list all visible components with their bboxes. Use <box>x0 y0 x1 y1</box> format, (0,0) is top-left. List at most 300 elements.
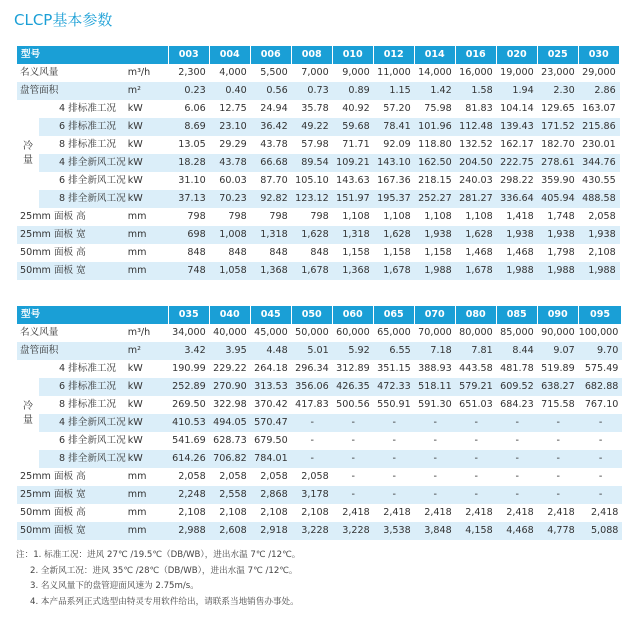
cell-value: 105.10 <box>295 175 329 186</box>
cell-value: 182.70 <box>541 139 575 150</box>
note-3: 3. 名义风量下的盘管迎面风速为 2.75m/s。 <box>30 581 199 592</box>
cell-value: 2,608 <box>210 522 251 540</box>
cell-value: 8.44 <box>497 342 538 360</box>
cell-value: 43.78 <box>210 154 251 172</box>
cell-value: 1,108 <box>424 211 452 222</box>
table-row <box>17 136 620 154</box>
row-label: 4 排标准工况 <box>59 363 117 374</box>
cell-value: 11,000 <box>377 67 411 78</box>
cell-value: 1,418 <box>506 211 534 222</box>
cell-value: 218.15 <box>418 175 452 186</box>
row-unit: m³/h <box>127 327 151 338</box>
row-unit: mm <box>127 247 147 258</box>
cell-value: 78.41 <box>374 118 415 136</box>
cell-value: 2,418 <box>547 507 575 518</box>
cell-value: - <box>310 435 314 446</box>
cell-value: 7.18 <box>415 342 456 360</box>
cell-value: 2,108 <box>588 247 616 258</box>
row-label: 50mm 面板 高 <box>20 507 86 518</box>
cell-value: 90,000 <box>541 327 575 338</box>
row-unit: mm <box>126 226 169 244</box>
cell-value: 2,418 <box>506 507 534 518</box>
cell-value: 190.99 <box>172 363 206 374</box>
header-model-0: 035 <box>169 306 210 324</box>
cell-value: 2,058 <box>260 471 288 482</box>
header-model-4: 010 <box>333 46 374 64</box>
cell-value: 6.06 <box>184 103 206 114</box>
cell-value: 848 <box>310 247 329 258</box>
cell-value: 518.11 <box>415 378 456 396</box>
row-label: 8 排标准工况 <box>59 139 117 150</box>
cell-value: - <box>515 435 519 446</box>
cell-value: 0.89 <box>333 82 374 100</box>
cell-value: 638.27 <box>538 378 579 396</box>
cell-value: 1,938 <box>497 226 538 244</box>
table-row <box>17 118 620 136</box>
row-label: 4 排全新风工况 <box>39 154 126 172</box>
row-label: 名义风量 <box>20 327 59 338</box>
cell-value: 2,058 <box>588 211 616 222</box>
cell-value: 81.83 <box>465 103 493 114</box>
header-model-3: 008 <box>292 46 333 64</box>
table-row <box>17 262 620 280</box>
cell-value: 1,678 <box>456 262 497 280</box>
cell-value: 1,108 <box>342 211 370 222</box>
cell-value: 13.05 <box>178 139 206 150</box>
cell-value: - <box>456 486 497 504</box>
cell-value: 215.86 <box>579 118 620 136</box>
cell-value: 43.78 <box>260 139 288 150</box>
cell-value: 1,058 <box>210 262 251 280</box>
cell-value: 748 <box>169 262 210 280</box>
cell-value: 281.27 <box>456 190 497 208</box>
cell-value: 312.89 <box>336 363 370 374</box>
cell-value: - <box>579 486 623 504</box>
cell-value: 60.03 <box>219 175 247 186</box>
cell-value: - <box>579 450 623 468</box>
cell-value: 195.37 <box>374 190 415 208</box>
cell-value: 2,058 <box>301 471 329 482</box>
cell-value: 9,000 <box>342 67 370 78</box>
cell-value: 18.28 <box>169 154 210 172</box>
cell-value: - <box>292 450 333 468</box>
header-model-2: 045 <box>251 306 292 324</box>
cell-value: 3,228 <box>333 522 374 540</box>
row-label: 50mm 面板 宽 <box>17 262 126 280</box>
group-label <box>17 100 39 208</box>
cell-value: - <box>351 435 355 446</box>
spec-table-2 <box>17 306 622 540</box>
cell-value: 162.50 <box>415 154 456 172</box>
cell-value: 356.06 <box>292 378 333 396</box>
row-unit: mm <box>126 486 169 504</box>
cell-value: 0.40 <box>210 82 251 100</box>
cell-value: 388.93 <box>418 363 452 374</box>
table-row <box>17 414 622 432</box>
cell-value: 1,938 <box>579 226 620 244</box>
header-model-10: 030 <box>579 46 620 64</box>
cell-value: 1,468 <box>506 247 534 258</box>
row-unit: mm <box>127 507 147 518</box>
cell-value: 1,158 <box>424 247 452 258</box>
cell-value: 591.30 <box>418 399 452 410</box>
header-model-2: 006 <box>251 46 292 64</box>
cell-value: 7,000 <box>301 67 329 78</box>
cell-value: 570.47 <box>251 414 292 432</box>
cell-value: 57.98 <box>301 139 329 150</box>
cell-value: 1,628 <box>292 226 333 244</box>
cell-value: 45,000 <box>254 327 288 338</box>
cell-value: 4,158 <box>456 522 497 540</box>
cell-value: 410.53 <box>169 414 210 432</box>
cell-value: 2,058 <box>178 471 206 482</box>
header-model-7: 080 <box>456 306 497 324</box>
cell-value: 100,000 <box>578 327 619 338</box>
cell-value: 541.69 <box>172 435 206 446</box>
cell-value: 278.61 <box>538 154 579 172</box>
cell-value: 70.23 <box>210 190 251 208</box>
cell-value: 2,988 <box>169 522 210 540</box>
group-label-text: 冷量 <box>23 401 33 426</box>
cell-value: 162.17 <box>500 139 534 150</box>
cell-value: 92.82 <box>251 190 292 208</box>
cell-value: 2,248 <box>169 486 210 504</box>
cell-value: 405.94 <box>538 190 579 208</box>
row-label: 4 排全新风工况 <box>39 414 126 432</box>
header-model-3: 050 <box>292 306 333 324</box>
cell-value: 92.09 <box>383 139 411 150</box>
cell-value: - <box>333 486 374 504</box>
cell-value: 651.03 <box>459 399 493 410</box>
cell-value: 698 <box>169 226 210 244</box>
cell-value: - <box>292 414 333 432</box>
cell-value: 684.23 <box>500 399 534 410</box>
cell-value: 1,108 <box>465 211 493 222</box>
cell-value: 579.21 <box>456 378 497 396</box>
cell-value: - <box>415 414 456 432</box>
cell-value: 151.97 <box>333 190 374 208</box>
cell-value: 798 <box>269 211 288 222</box>
cell-value: 24.94 <box>260 103 288 114</box>
cell-value: 5,500 <box>260 67 288 78</box>
cell-value: 1,988 <box>497 262 538 280</box>
table-row <box>17 522 622 540</box>
row-unit: mm <box>127 211 147 222</box>
row-unit: m³/h <box>127 67 151 78</box>
cell-value: 35.78 <box>301 103 329 114</box>
header-model-8: 020 <box>497 46 538 64</box>
row-label: 6 排标准工况 <box>39 118 126 136</box>
cell-value: 417.83 <box>295 399 329 410</box>
table-row <box>17 468 622 486</box>
cell-value: 240.03 <box>459 175 493 186</box>
cell-value: 2,418 <box>465 507 493 518</box>
cell-value: 2,558 <box>210 486 251 504</box>
cell-value: 1,368 <box>251 262 292 280</box>
table-row <box>17 172 620 190</box>
header-model-label: 型号 <box>17 46 169 64</box>
cell-value: 23.10 <box>210 118 251 136</box>
cell-value: 264.18 <box>254 363 288 374</box>
cell-value: 336.64 <box>497 190 538 208</box>
cell-value: 37.13 <box>169 190 210 208</box>
cell-value: 519.89 <box>541 363 575 374</box>
row-label: 盘管面积 <box>17 342 126 360</box>
cell-value: 1,368 <box>333 262 374 280</box>
cell-value: 40,000 <box>213 327 247 338</box>
row-label: 6 排全新风工况 <box>59 175 126 186</box>
cell-value: - <box>474 435 478 446</box>
cell-value: 80,000 <box>459 327 493 338</box>
cell-value: 230.01 <box>582 139 616 150</box>
header-model-5: 012 <box>374 46 415 64</box>
cell-value: 848 <box>269 247 288 258</box>
cell-value: 143.63 <box>336 175 370 186</box>
row-unit: kW <box>126 118 169 136</box>
row-label: 盘管面积 <box>17 82 126 100</box>
cell-value: 2,418 <box>590 507 619 518</box>
cell-value: 3,178 <box>292 486 333 504</box>
cell-value: - <box>497 450 538 468</box>
cell-value: 118.80 <box>418 139 452 150</box>
cell-value: 1.42 <box>415 82 456 100</box>
row-unit: kW <box>127 139 143 150</box>
cell-value: - <box>333 414 374 432</box>
cell-value: 679.50 <box>254 435 288 446</box>
cell-value: 1,988 <box>415 262 456 280</box>
cell-value: 1,468 <box>465 247 493 258</box>
cell-value: 2,418 <box>424 507 452 518</box>
cell-value: 9.70 <box>579 342 623 360</box>
cell-value: 70,000 <box>418 327 452 338</box>
header-model-5: 065 <box>374 306 415 324</box>
cell-value: 36.42 <box>251 118 292 136</box>
cell-value: 628.73 <box>213 435 247 446</box>
cell-value: 848 <box>187 247 206 258</box>
cell-value: 85,000 <box>500 327 534 338</box>
cell-value: 29,000 <box>582 67 616 78</box>
cell-value: - <box>456 450 497 468</box>
table-row <box>17 100 620 118</box>
cell-value: 16,000 <box>459 67 493 78</box>
cell-value: 2,108 <box>178 507 206 518</box>
cell-value: - <box>598 435 603 446</box>
table-row <box>17 226 620 244</box>
row-unit: kW <box>127 103 143 114</box>
header-model-8: 085 <box>497 306 538 324</box>
row-label: 6 排全新风工况 <box>59 435 126 446</box>
cell-value: 344.76 <box>579 154 620 172</box>
header-model-6: 070 <box>415 306 456 324</box>
cell-value: 1,988 <box>579 262 620 280</box>
cell-value: - <box>515 471 519 482</box>
cell-value: 322.98 <box>213 399 247 410</box>
header-model-1: 004 <box>210 46 251 64</box>
header-row <box>17 46 620 64</box>
cell-value: 104.14 <box>500 103 534 114</box>
table-row <box>17 342 622 360</box>
cell-value: 57.20 <box>383 103 411 114</box>
cell-value: 5,088 <box>579 522 623 540</box>
cell-value: 1,628 <box>456 226 497 244</box>
cell-value: 1.94 <box>497 82 538 100</box>
table-row <box>17 486 622 504</box>
table-row <box>17 360 622 378</box>
row-label: 6 排标准工况 <box>39 378 126 396</box>
row-label: 名义风量 <box>20 67 59 78</box>
cell-value: 313.53 <box>251 378 292 396</box>
cell-value: 798 <box>187 211 206 222</box>
cell-value: 682.88 <box>579 378 623 396</box>
cell-value: 65,000 <box>377 327 411 338</box>
cell-value: - <box>598 471 603 482</box>
cell-value: - <box>433 471 437 482</box>
cell-value: 75.98 <box>424 103 452 114</box>
table-row <box>17 396 622 414</box>
row-label: 8 排全新风工况 <box>39 450 126 468</box>
header-model-9: 025 <box>538 46 579 64</box>
cell-value: - <box>556 471 560 482</box>
cell-value: 252.89 <box>169 378 210 396</box>
cell-value: 8.69 <box>169 118 210 136</box>
cell-value: 494.05 <box>210 414 251 432</box>
header-model-9: 090 <box>538 306 579 324</box>
cell-value: - <box>474 471 478 482</box>
cell-value: 0.23 <box>169 82 210 100</box>
cell-value: 229.22 <box>213 363 247 374</box>
cell-value: - <box>374 414 415 432</box>
cell-value: 87.70 <box>260 175 288 186</box>
cell-value: - <box>392 435 396 446</box>
row-unit: mm <box>127 471 147 482</box>
row-unit: kW <box>126 378 169 396</box>
table-row <box>17 450 622 468</box>
cell-value: 1,678 <box>374 262 415 280</box>
cell-value: 784.01 <box>251 450 292 468</box>
cell-value: 50,000 <box>295 327 329 338</box>
cell-value: 171.52 <box>538 118 579 136</box>
cell-value: 426.35 <box>333 378 374 396</box>
cell-value: 112.48 <box>456 118 497 136</box>
header-model-7: 016 <box>456 46 497 64</box>
row-label: 25mm 面板 高 <box>20 211 86 222</box>
table-row <box>17 154 620 172</box>
group-label-text: 冷量 <box>23 141 33 166</box>
cell-value: 1,158 <box>342 247 370 258</box>
page-title: CLCP基本参数 <box>14 11 113 29</box>
cell-value: 109.21 <box>333 154 374 172</box>
cell-value: 1.58 <box>456 82 497 100</box>
note-4: 4. 本产品系列正式选型由特灵专用软件给出，请联系当地销售办事处。 <box>30 596 299 607</box>
cell-value: 500.56 <box>336 399 370 410</box>
row-unit: m² <box>126 82 169 100</box>
cell-value: 351.15 <box>377 363 411 374</box>
row-unit: kW <box>127 435 143 446</box>
table-row <box>17 190 620 208</box>
cell-value: 204.50 <box>456 154 497 172</box>
row-unit: kW <box>127 363 143 374</box>
cell-value: 132.52 <box>459 139 493 150</box>
table-row <box>17 378 622 396</box>
cell-value: 2,108 <box>260 507 288 518</box>
cell-value: - <box>556 435 560 446</box>
cell-value: 430.55 <box>582 175 616 186</box>
row-label: 8 排标准工况 <box>59 399 117 410</box>
cell-value: 222.75 <box>497 154 538 172</box>
row-label: 4 排标准工况 <box>59 103 117 114</box>
group-label <box>17 360 39 468</box>
cell-value: 49.22 <box>292 118 333 136</box>
row-label: 25mm 面板 高 <box>20 471 86 482</box>
cell-value: - <box>415 486 456 504</box>
cell-value: 40.92 <box>342 103 370 114</box>
cell-value: 34,000 <box>172 327 206 338</box>
table-row <box>17 504 622 522</box>
cell-value: - <box>456 414 497 432</box>
cell-value: 2,058 <box>219 471 247 482</box>
row-label: 25mm 面板 宽 <box>17 486 126 504</box>
cell-value: 0.56 <box>251 82 292 100</box>
row-label: 8 排全新风工况 <box>39 190 126 208</box>
cell-value: - <box>538 414 579 432</box>
cell-value: 3,538 <box>374 522 415 540</box>
header-model-0: 003 <box>169 46 210 64</box>
cell-value: 101.96 <box>415 118 456 136</box>
cell-value: 488.58 <box>579 190 620 208</box>
cell-value: 269.50 <box>172 399 206 410</box>
cell-value: 370.42 <box>254 399 288 410</box>
cell-value: 0.73 <box>292 82 333 100</box>
note-2: 2. 全新风工况：进风 35℃ /28℃（DB/WB），进出水温 7℃ /12℃。 <box>30 565 298 576</box>
cell-value: 89.54 <box>292 154 333 172</box>
cell-value: 715.58 <box>541 399 575 410</box>
cell-value: - <box>415 450 456 468</box>
table-row <box>17 324 622 342</box>
table-row <box>17 432 622 450</box>
cell-value: - <box>433 435 437 446</box>
cell-value: 4,000 <box>219 67 247 78</box>
row-unit: kW <box>126 154 169 172</box>
cell-value: - <box>538 486 579 504</box>
cell-value: 767.10 <box>584 399 619 410</box>
row-unit: kW <box>126 450 169 468</box>
cell-value: 2,108 <box>301 507 329 518</box>
cell-value: 2,418 <box>342 507 370 518</box>
cell-value: 167.36 <box>377 175 411 186</box>
row-label: 50mm 面板 宽 <box>17 522 126 540</box>
cell-value: 1,008 <box>210 226 251 244</box>
cell-value: 143.10 <box>374 154 415 172</box>
cell-value: 472.33 <box>374 378 415 396</box>
row-unit: kW <box>126 414 169 432</box>
header-model-10: 095 <box>579 306 623 324</box>
cell-value: 270.90 <box>210 378 251 396</box>
cell-value: 31.10 <box>178 175 206 186</box>
cell-value: 443.58 <box>459 363 493 374</box>
cell-value: 359.90 <box>541 175 575 186</box>
cell-value: - <box>579 414 623 432</box>
cell-value: - <box>497 486 538 504</box>
cell-value: 1,628 <box>374 226 415 244</box>
cell-value: 163.07 <box>582 103 616 114</box>
header-model-label: 型号 <box>17 306 169 324</box>
cell-value: 129.65 <box>541 103 575 114</box>
cell-value: 66.68 <box>251 154 292 172</box>
cell-value: 1,798 <box>547 247 575 258</box>
cell-value: 1,678 <box>292 262 333 280</box>
cell-value: 123.12 <box>292 190 333 208</box>
cell-value: 23,000 <box>541 67 575 78</box>
